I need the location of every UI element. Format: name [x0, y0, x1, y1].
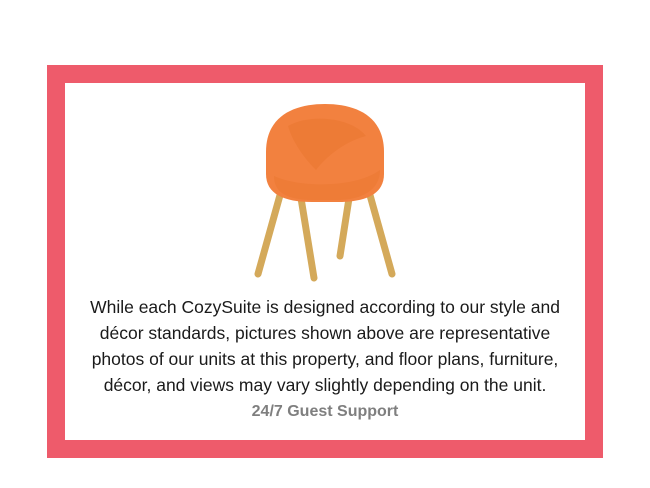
armchair-icon — [230, 96, 420, 286]
card-content — [65, 83, 585, 440]
disclaimer-text — [65, 295, 585, 399]
chair-illustration — [65, 91, 585, 291]
disclaimer-paragraph: While each CozySuite is designed according to our style and décor standards, pictures shown above are representative photos of our units at this property, and floor plans, furniture, décor, and views may vary slightly depending on the unit. — [90, 297, 560, 395]
bordered-card — [47, 65, 603, 458]
guest-support-label: 24/7 Guest Support — [251, 403, 399, 420]
